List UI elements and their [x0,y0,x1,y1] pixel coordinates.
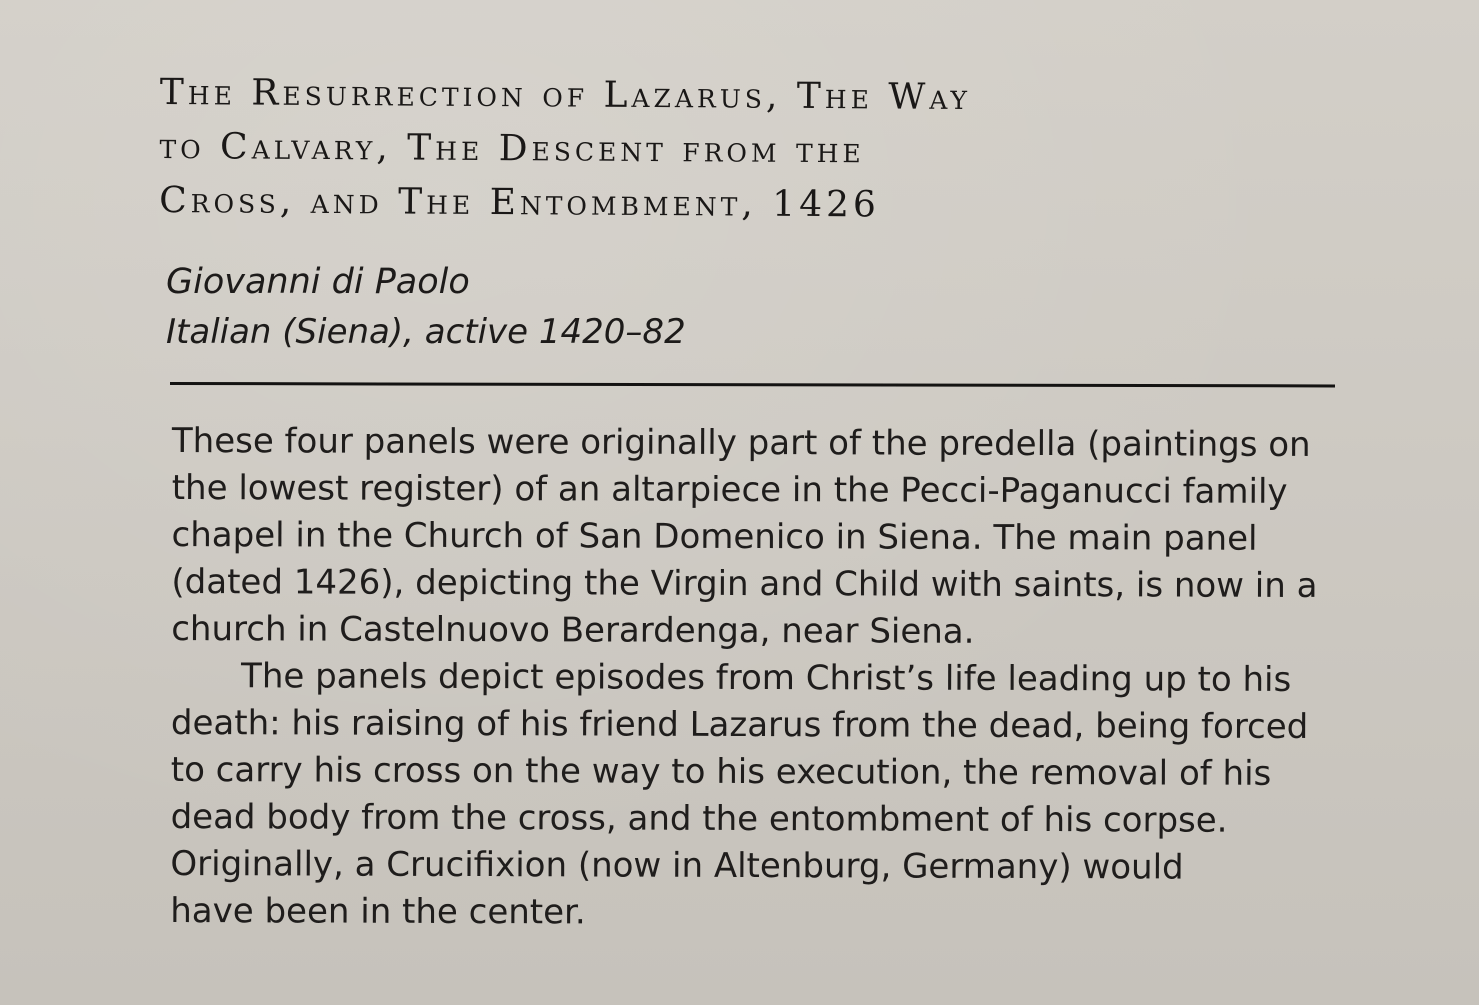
label-description [170,418,1322,939]
description-line: the lowest register) of an altarpiece in the Pecci-Paganucci family [171,467,1288,512]
artwork-title [159,66,1360,235]
title-line: The Resurrection of Lazarus, The Way [159,71,972,118]
description-line: Originally, a Crucifixion (now in Altenburg, Germany) would [170,843,1184,888]
description-line: chapel in the Church of San Domenico in Siena. The main panel [171,514,1258,559]
title-line: to Calvary, The Descent from the [159,125,865,172]
divider-rule [170,382,1335,387]
artist-name: Giovanni di Paolo [166,262,470,302]
description-line: church in Castelnuovo Berardenga, near Siena. [171,608,975,652]
description-line: have been in the center. [170,890,586,933]
description-line: (dated 1426), depicting the Virgin and Child with saints, is now in a [171,561,1318,606]
description-line: dead body from the cross, and the entombment of his corpse. [170,796,1228,841]
description-line: The panels depict episodes from Christ’s life leading up to his [241,656,1292,700]
title-line: Cross, and The Entombment, 1426 [159,179,880,226]
artist-nationality-dates: Italian (Siena), active 1420–82 [166,312,686,352]
description-line: to carry his cross on the way to his execution, the removal of his [170,749,1272,794]
description-line: death: his raising of his friend Lazarus from the dead, being forced [170,702,1309,747]
description-line: These four panels were originally part of the predella (paintings on [171,420,1311,465]
